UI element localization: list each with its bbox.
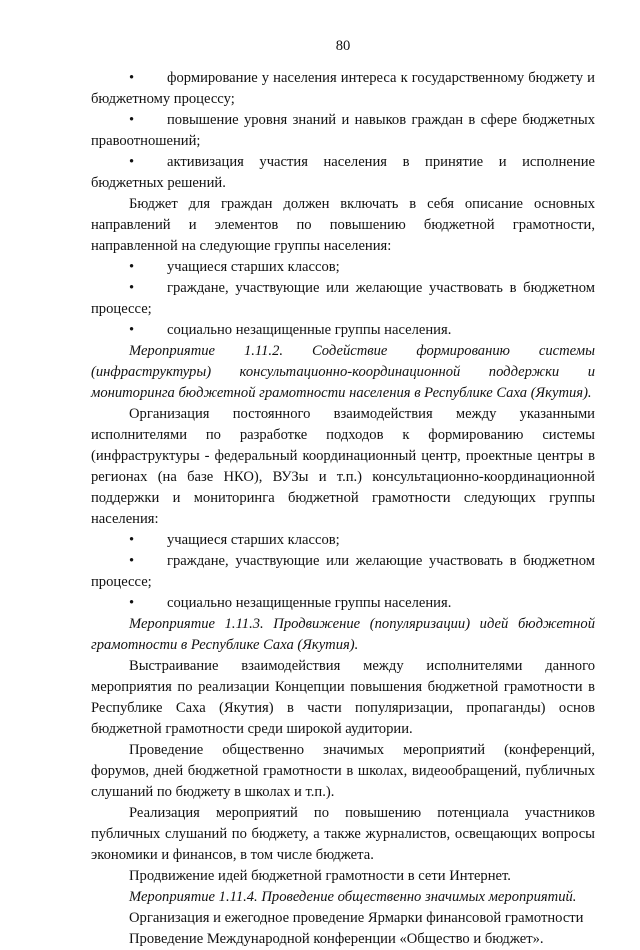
bullet-text: учащиеся старших классов; <box>167 532 340 548</box>
paragraph: Продвижение идей бюджетной грамотности в сети Интернет. <box>129 868 511 884</box>
bullet-text: активизация участия населения в принятие и исполнение бюджетных решений. <box>91 154 595 191</box>
bullet-icon <box>91 320 167 341</box>
bullet-text: формирование у населения интереса к государственному бюджету и бюджетному процессу; <box>91 70 595 107</box>
bullet-item <box>91 551 595 593</box>
bullet-item <box>91 257 595 278</box>
paragraph: Выстраивание взаимодействия между исполнителями данного мероприятия по реализации Концепции повышения бюджетной грамотности в Республике Саха (Якутия) в части популяризации, пропаганды) основ бюджетной грамотности среди широкой аудитории. <box>91 658 595 737</box>
bullet-icon <box>91 593 167 614</box>
bullet-text: социально незащищенные группы населения. <box>167 322 452 338</box>
bullet-icon <box>91 257 167 278</box>
page-number: 80 <box>335 38 351 54</box>
paragraph: Организация и ежегодное проведение Ярмарки финансовой грамотности <box>129 910 584 926</box>
bullet-text: повышение уровня знаний и навыков граждан в сфере бюджетных правоотношений; <box>91 112 595 149</box>
bullet-item <box>91 68 595 110</box>
bullet-text: учащиеся старших классов; <box>167 259 340 275</box>
section-heading: Мероприятие 1.11.2. Содействие формированию системы (инфраструктуры) консультационно-координационной поддержки и мониторинга бюджетной грамотности населения в Республике Саха (Якутия). <box>91 343 595 401</box>
bullet-icon <box>91 68 167 89</box>
bullet-item <box>91 152 595 194</box>
paragraph: Организация постоянного взаимодействия между указанными исполнителями по разработке подходов к формированию системы (инфраструктуры - федеральный координационный центр, проектные центры в регионах (на базе НКО), ВУЗы и т.п.) консультационно-координационной поддержки и мониторинга бюджетной грамотности следующих группы населения: <box>91 406 595 527</box>
bullet-item <box>91 530 595 551</box>
bullet-item <box>91 320 595 341</box>
bullet-icon <box>91 110 167 131</box>
bullet-text: граждане, участвующие или желающие участвовать в бюджетном процессе; <box>91 553 595 590</box>
bullet-item <box>91 110 595 152</box>
bullet-text: граждане, участвующие или желающие участвовать в бюджетном процессе; <box>91 280 595 317</box>
bullet-text: социально незащищенные группы населения. <box>167 595 452 611</box>
bullet-icon <box>91 152 167 173</box>
paragraph: Реализация мероприятий по повышению потенциала участников публичных слушаний по бюджету, а также журналистов, освещающих вопросы экономики и финансов, в том числе бюджета. <box>91 805 595 863</box>
bullet-icon <box>91 530 167 551</box>
section-heading: Мероприятие 1.11.4. Проведение общественно значимых мероприятий. <box>129 889 577 905</box>
paragraph: Бюджет для граждан должен включать в себя описание основных направлений и элементов по повышению бюджетной грамотности, направленной на следующие группы населения: <box>91 196 595 254</box>
bullet-item <box>91 278 595 320</box>
bullet-icon <box>91 278 167 299</box>
section-heading: Мероприятие 1.11.3. Продвижение (популяризации) идей бюджетной грамотности в Республике Саха (Якутия). <box>91 616 595 653</box>
bullet-item <box>91 593 595 614</box>
paragraph: Проведение общественно значимых мероприятий (конференций, форумов, дней бюджетной грамотности в школах, видеообращений, публичных слушаний по бюджету в школах и т.п.). <box>91 742 595 800</box>
bullet-icon <box>91 551 167 572</box>
document-page <box>91 36 595 950</box>
paragraph: Проведение Международной конференции «Общество и бюджет». <box>129 931 544 947</box>
